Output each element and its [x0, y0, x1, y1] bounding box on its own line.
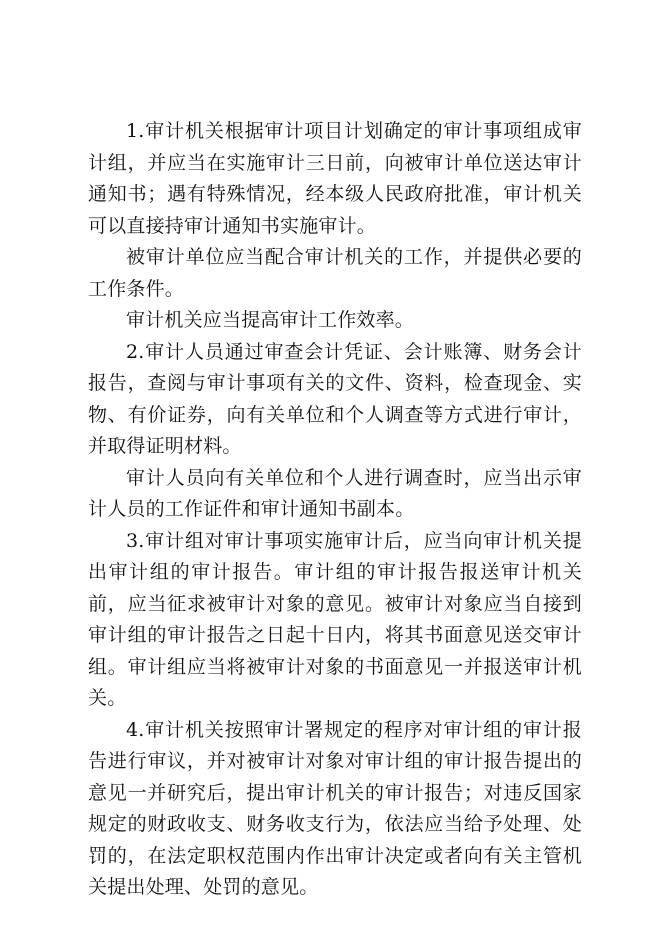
paragraph-5-investigation-credentials: 审计人员向有关单位和个人进行调查时，应当出示审计人员的工作证件和审计通知书副本。: [88, 466, 582, 520]
paragraph-2-cooperation: 被审计单位应当配合审计机关的工作，并提供必要的工作条件。: [88, 246, 582, 300]
paragraph-6-audit-team-report: 3.审计组对审计事项实施审计后，应当向审计机关提出审计组的审计报告。审计组的审计报告报送审计机关前，应当征求被审计对象的意见。被审计对象应当自接到审计组的审计报告之日起十日内，将其书面意见送交审计组。审计组应当将被审计对象的书面意见一并报送审计机关。: [88, 529, 582, 709]
paragraph-1-audit-team-formation: 1.审计机关根据审计项目计划确定的审计事项组成审计组，并应当在实施审计三日前，向被审计单位送达审计通知书；遇有特殊情况，经本级人民政府批准，审计机关可以直接持审计通知书实施审计。: [88, 120, 582, 237]
document-body: [88, 116, 582, 904]
paragraph-7-audit-decision: 4.审计机关按照审计署规定的程序对审计组的审计报告进行审议，并对被审计对象对审计组的审计报告提出的意见一并研究后，提出审计机关的审计报告；对违反国家规定的财政收支、财务收支行为，依法应当给予处理、处罚的，在法定职权范围内作出审计决定或者向有关主管机关提出处理、处罚的意见。: [88, 718, 582, 898]
paragraph-4-audit-methods: 2.审计人员通过审查会计凭证、会计账簿、财务会计报告，查阅与审计事项有关的文件、资料，检查现金、实物、有价证券，向有关单位和个人调查等方式进行审计，并取得证明材料。: [88, 340, 582, 457]
paragraph-3-efficiency: 审计机关应当提高审计工作效率。: [126, 309, 415, 331]
